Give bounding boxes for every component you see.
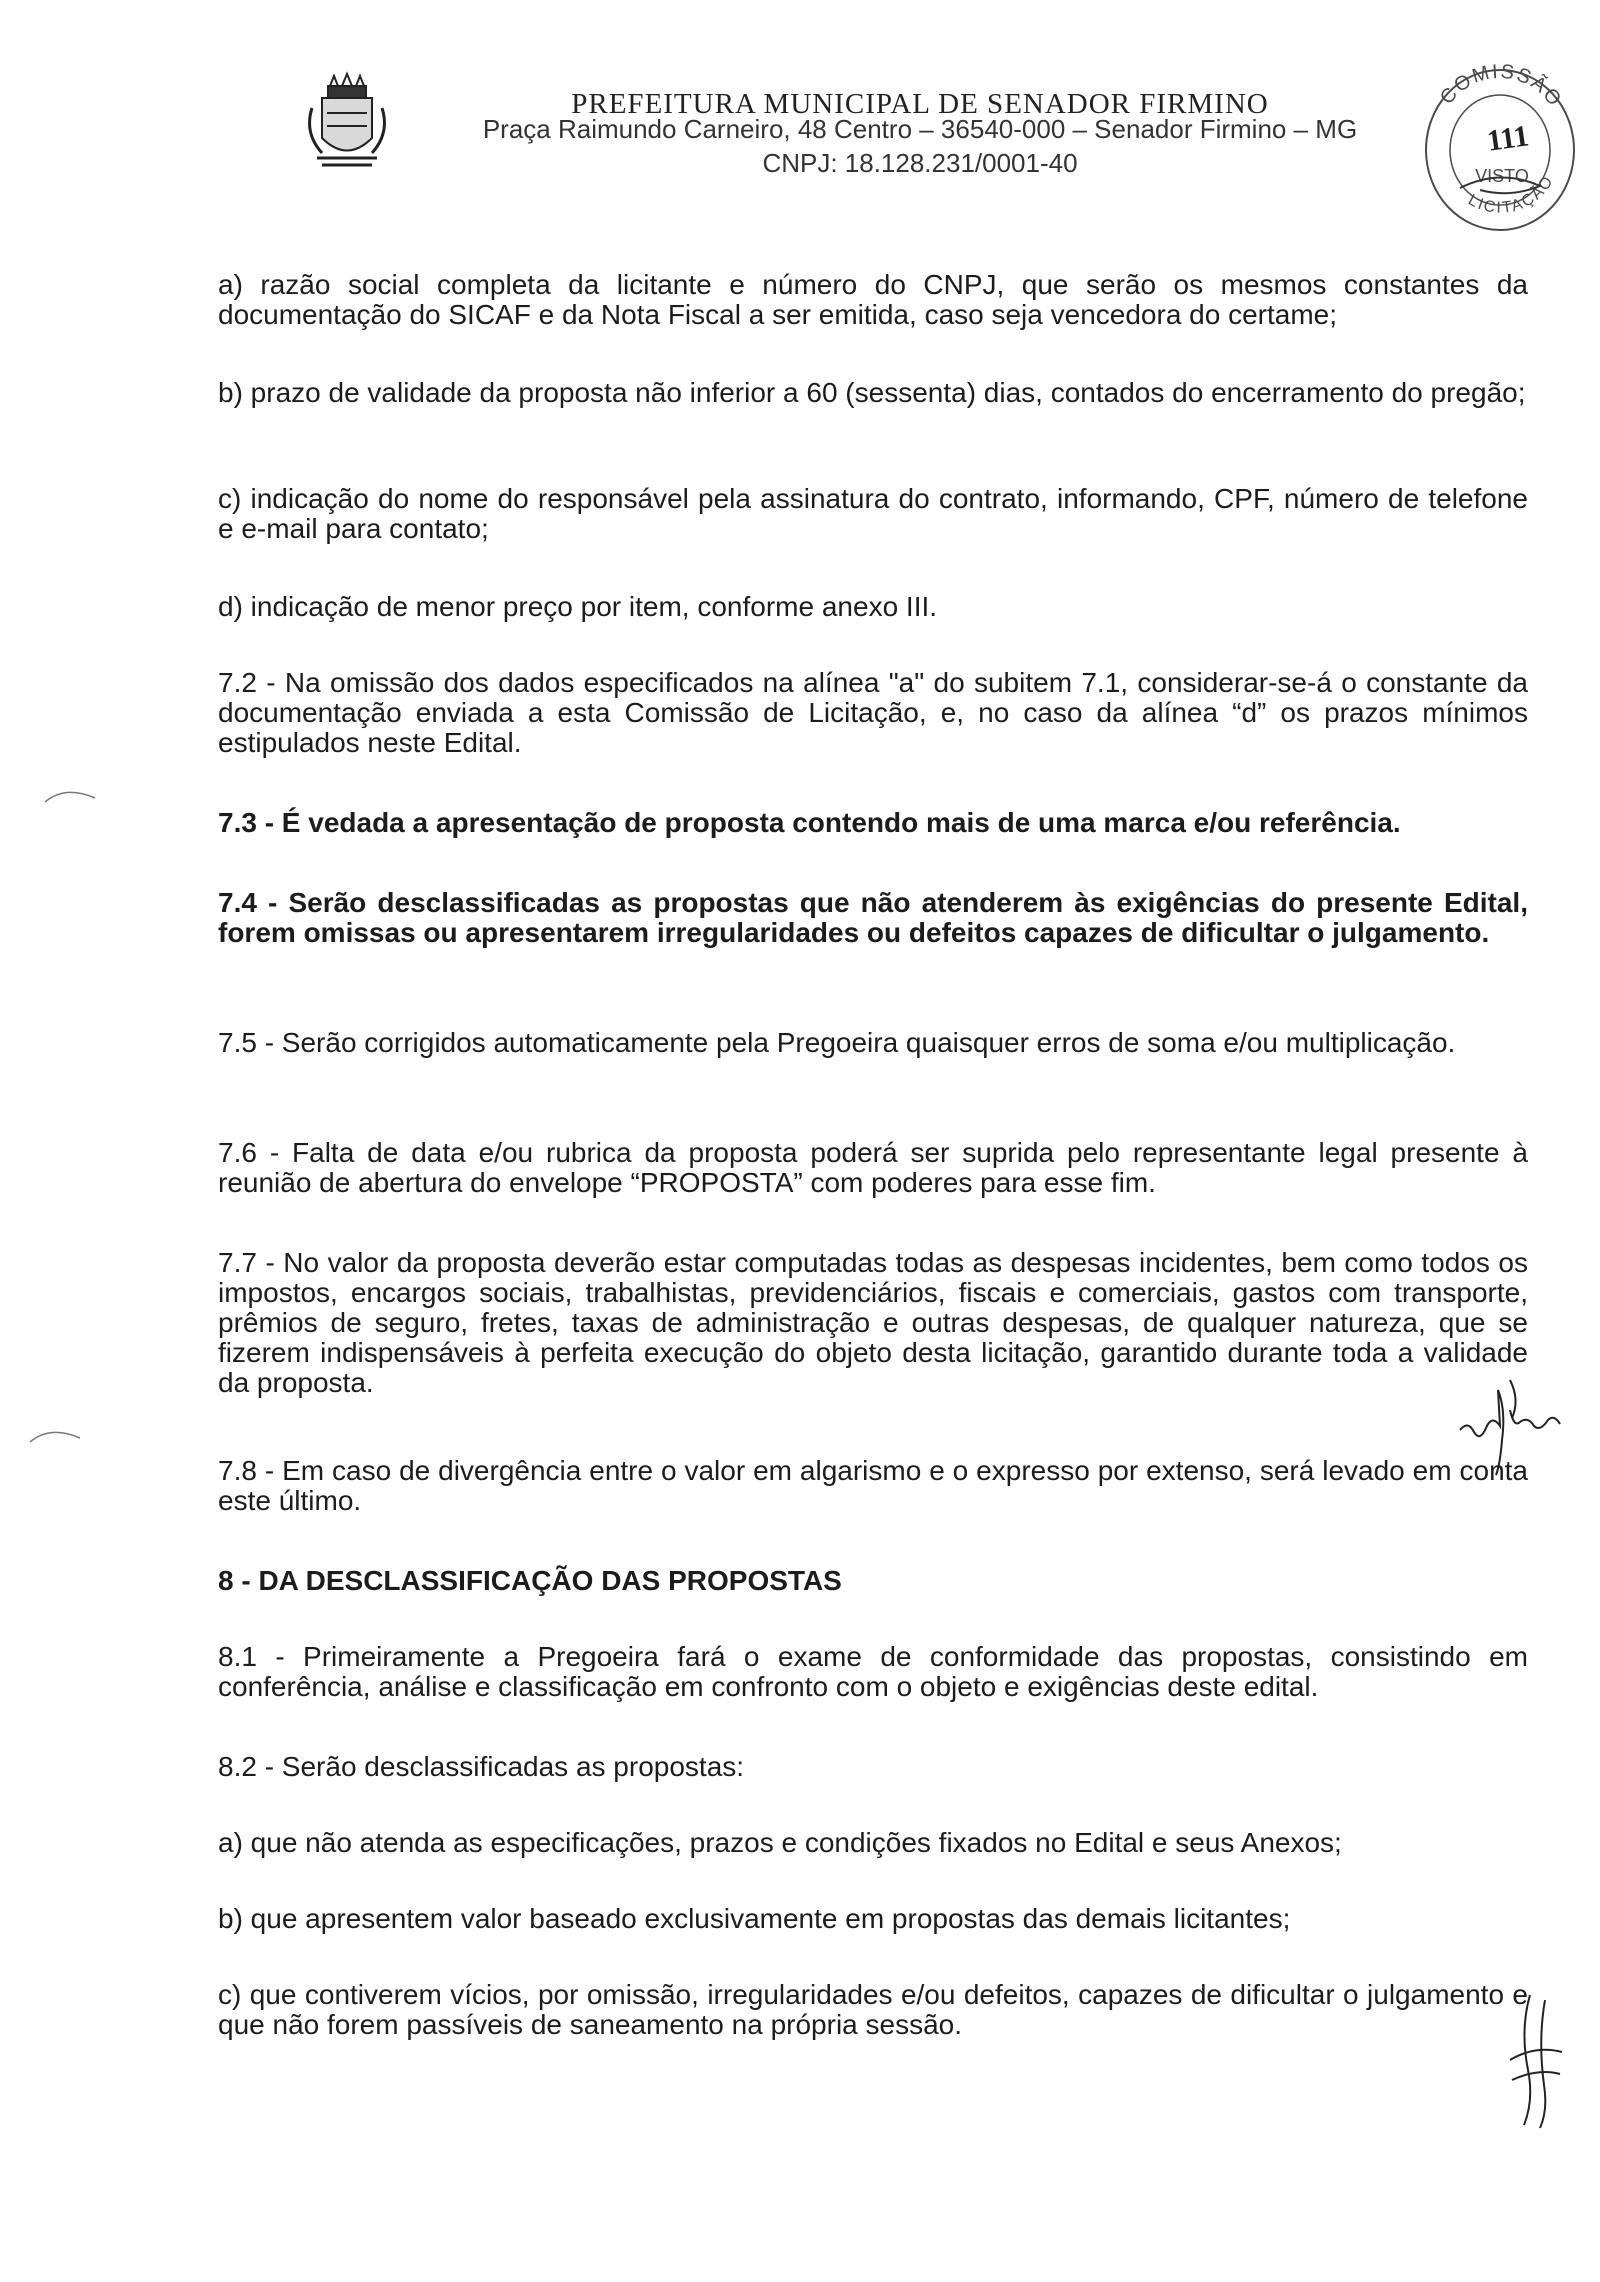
- stamp-top-text: COMISSÃO: [1435, 60, 1567, 112]
- paragraph-7-8: 7.8 - Em caso de divergência entre o valor em algarismo e o expresso por extenso, será levado em conta este último.: [218, 1455, 1528, 1516]
- rubric-mark-icon: [1500, 1990, 1570, 2130]
- paragraph-8-2-a: a) que não atenda as especificações, prazos e condições fixados no Edital e seus Anexos;: [218, 1827, 1342, 1858]
- paragraph-8-2-b: b) que apresentem valor baseado exclusivamente em propostas das demais licitantes;: [218, 1903, 1291, 1934]
- paragraph-7-6: 7.6 - Falta de data e/ou rubrica da proposta poderá ser suprida pelo representante legal presente à reunião de abertura do envelope “PROPOSTA” com poderes para esse fim.: [218, 1137, 1528, 1198]
- header-cnpj: CNPJ: 18.128.231/0001-40: [762, 148, 1078, 178]
- header-address: Praça Raimundo Carneiro, 48 Centro – 36540-000 – Senador Firmino – MG: [482, 114, 1358, 144]
- header-title: PREFEITURA MUNICIPAL DE SENADOR FIRMINO: [571, 88, 1269, 120]
- section-heading-8: 8 - DA DESCLASSIFICAÇÃO DAS PROPOSTAS: [218, 1565, 842, 1596]
- paragraph-7-3: 7.3 - É vedada a apresentação de proposta contendo mais de uma marca e/ou referência.: [218, 807, 1401, 838]
- paragraph-7-7: 7.7 - No valor da proposta deverão estar computadas todas as despesas incidentes, bem como todos os impostos, encargos sociais, trabalhistas, previdenciários, fiscais e comerciais, gastos com transporte, prêmios de seguro, fretes, taxas de administração e outras despesas, de qualquer natureza, que se fizerem indispensáveis à perfeita execução do objeto desta licitação, garantido durante toda a validade da proposta.: [218, 1247, 1528, 1398]
- paragraph-8-1: 8.1 - Primeiramente a Pregoeira fará o exame de conformidade das propostas, consistindo em conferência, análise e classificação em confronto com o objeto e exigências deste edital.: [218, 1641, 1528, 1702]
- paragraph-7-4: 7.4 - Serão desclassificadas as propostas que não atenderem às exigências do presente Edital, forem omissas ou apresentarem irregularidades ou defeitos capazes de dificultar o julgamento.: [218, 887, 1528, 948]
- paragraph-c: c) indicação do nome do responsável pela assinatura do contrato, informando, CPF, número de telefone e e-mail para contato;: [218, 483, 1528, 544]
- stamp-bottom-text: LICITAÇÃO: [1465, 172, 1558, 217]
- paragraph-d: d) indicação de menor preço por item, conforme anexo III.: [218, 591, 938, 622]
- margin-tick-icon: [25, 1420, 85, 1450]
- paragraph-7-2: 7.2 - Na omissão dos dados especificados na alínea "a" do subitem 7.1, considerar-se-á o constante da documentação enviada a esta Comissão de Licitação, e, no caso da alínea “d” os prazos mínimos estipulados neste Edital.: [218, 667, 1528, 758]
- svg-text:COMISSÃO: [1436, 61, 1566, 112]
- paragraph-8-2: 8.2 - Serão desclassificadas as propostas:: [218, 1751, 745, 1782]
- paragraph-a: a) razão social completa da licitante e número do CNPJ, que serão os mesmos constantes da documentação do SICAF e da Nota Fiscal a ser emitida, caso seja vencedora do certame;: [218, 269, 1528, 330]
- paragraph-7-5: 7.5 - Serão corrigidos automaticamente pela Pregoeira quaisquer erros de soma e/ou multiplicação.: [218, 1027, 1456, 1058]
- municipal-crest-icon: [292, 68, 402, 188]
- paragraph-b: b) prazo de validade da proposta não inferior a 60 (sessenta) dias, contados do encerramento do pregão;: [218, 377, 1526, 408]
- stamp-middle-text: VISTO: [1475, 166, 1529, 186]
- signature-mark-icon: [1450, 1370, 1570, 1480]
- margin-tick-icon: [40, 780, 100, 810]
- stamp-number: 111: [1484, 119, 1531, 158]
- paragraph-8-2-c: c) que contiverem vícios, por omissão, irregularidades e/ou defeitos, capazes de dificultar o julgamento e que não forem passíveis de saneamento na própria sessão.: [218, 1979, 1528, 2040]
